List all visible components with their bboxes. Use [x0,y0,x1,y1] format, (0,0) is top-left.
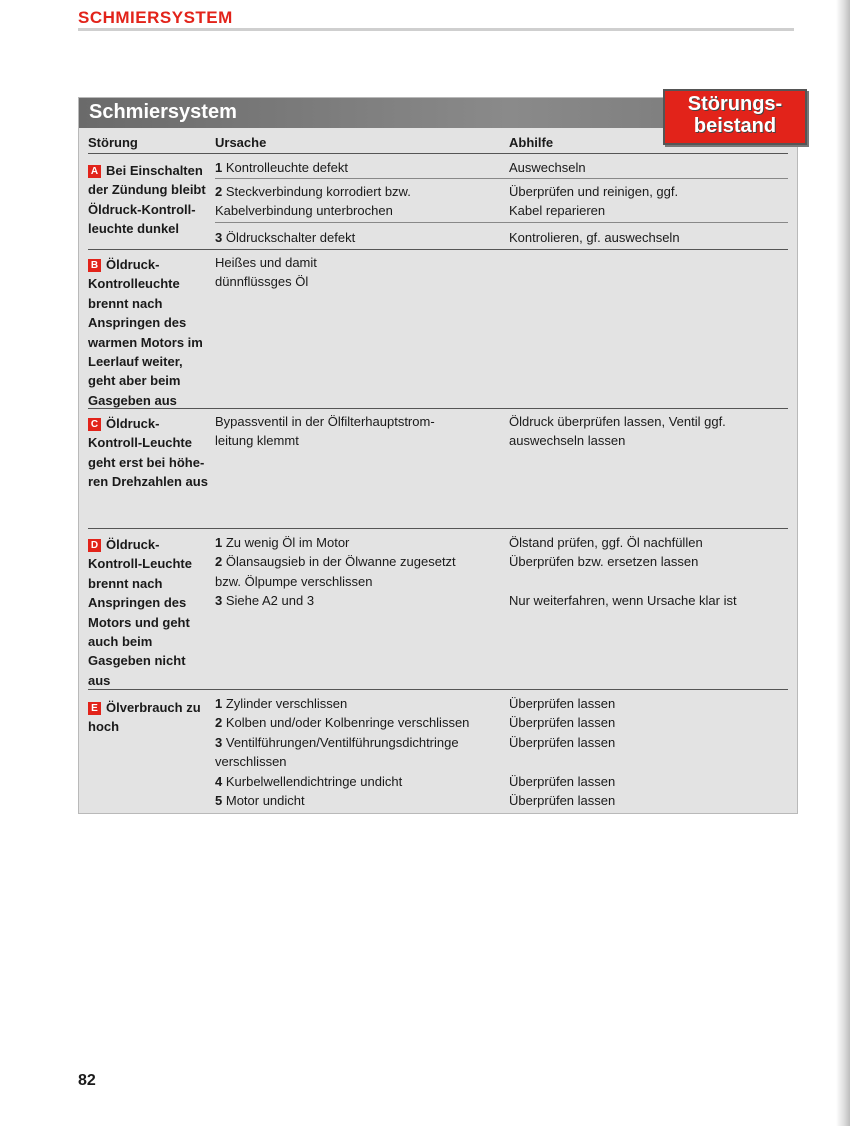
stoerung-a: A Bei Einschalten der Zündung bleibt Öldruck-Kontroll- leuchte dunkel [88,163,206,237]
abhilfe-a1: Auswechseln [509,160,586,175]
letter-badge-e: E [88,702,101,715]
column-header-abhilfe: Abhilfe [509,135,554,150]
header-divider [88,153,788,154]
row-divider [88,408,788,409]
ursache-c: Bypassventil in der Ölfilterhauptstrom- leitung klemmt [215,414,435,449]
letter-badge-c: C [88,418,101,431]
ursache-a1: 1 Kontrolleuchte defekt [215,160,348,175]
abhilfe-d: Ölstand prüfen, ggf. Öl nachfüllen Überprüfen bzw. ersetzen lassen Nur weiterfahren, wenn Ursache klar ist [509,535,737,609]
page-edge-shadow [836,0,850,1126]
letter-badge-b: B [88,259,101,272]
abhilfe-e: Überprüfen lassen Überprüfen lassen Überprüfen lassen Überprüfen lassen Überprüfen lassen [509,696,616,809]
stoerung-c: C Öldruck- Kontroll-Leuchte geht erst bei höhe- ren Drehzahlen aus [88,416,208,490]
sub-divider [215,222,788,223]
abhilfe-a2: Überprüfen und reinigen, ggf. Kabel reparieren [509,184,679,219]
stoerung-e: E Ölverbrauch zu hoch [88,700,201,735]
page-number: 82 [78,1072,96,1089]
letter-badge-a: A [88,165,101,178]
section-title: SCHMIERSYSTEM [78,8,233,27]
row-divider [88,528,788,529]
section-header [78,8,794,32]
column-header-stoerung: Störung [88,135,138,150]
header-rule [78,28,794,31]
row-divider [88,249,788,250]
column-header-ursache: Ursache [215,135,267,150]
ursache-e: 1 Zylinder verschlissen 2 Kolben und/oder Kolbenringe verschlissen 3 Ventilführungen/Ventilführungsdichtringe verschlissen 4 Kurbelwellendichtringe undicht 5 Motor undicht [215,696,470,809]
abhilfe-a3: Kontrolieren, gf. auswechseln [509,230,680,245]
abhilfe-c: Öldruck überprüfen lassen, Ventil ggf. auswechseln lassen [509,414,726,449]
panel-title: Schmiersystem [89,101,237,123]
letter-badge-d: D [88,539,101,552]
stoerungsbeistand-stamp: Störungs- beistand [663,89,807,145]
ursache-b: Heißes und damit dünnflüssges Öl [215,255,317,290]
row-divider [88,689,788,690]
stoerung-b: B Öldruck- Kontrolleuchte brennt nach Anspringen des warmen Motors im Leerlauf weiter, geht aber beim Gasgeben aus [88,257,203,408]
sub-divider [215,178,788,179]
troubleshooting-panel [78,97,798,814]
ursache-d: 1 Zu wenig Öl im Motor 2 Ölansaugsieb in der Ölwanne zugesetzt bzw. Ölpumpe verschlissen 3 Siehe A2 und 3 [215,535,456,609]
stoerung-d: D Öldruck- Kontroll-Leuchte brennt nach Anspringen des Motors und geht auch beim Gasgeben nicht aus [88,537,192,688]
ursache-a3: 3 Öldruckschalter defekt [215,230,356,245]
ursache-a2: 2 Steckverbindung korrodiert bzw. Kabelverbindung unterbrochen [215,184,411,219]
